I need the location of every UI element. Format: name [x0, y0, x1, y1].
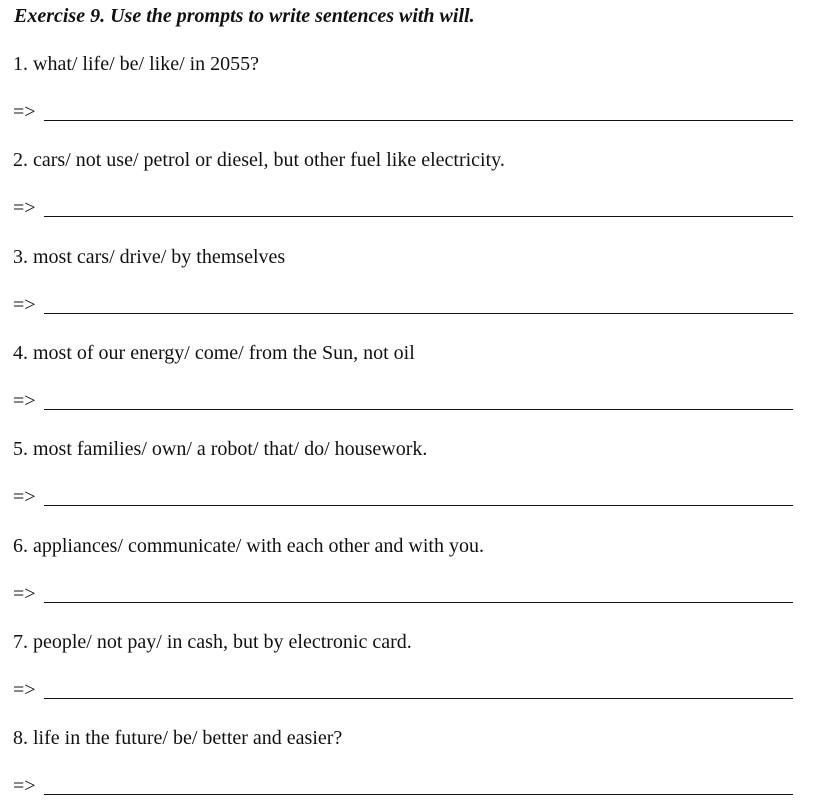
- exercise-item-2: [13, 147, 813, 219]
- answer-line-5[interactable]: [44, 505, 793, 506]
- prompt-7: 7. people/ not pay/ in cash, but by electronic card.: [13, 631, 412, 653]
- answer-row-3: [13, 292, 813, 318]
- answer-line-7[interactable]: [44, 698, 793, 699]
- prompt-4: 4. most of our energy/ come/ from the Sun, not oil: [13, 342, 415, 364]
- answer-arrow-6: =>: [13, 583, 36, 605]
- answer-row-6: [13, 581, 813, 607]
- answer-arrow-5: =>: [13, 486, 36, 508]
- prompt-5: 5. most families/ own/ a robot/ that/ do/ housework.: [13, 438, 428, 460]
- answer-line-2[interactable]: [44, 216, 793, 217]
- answer-row-8: [13, 773, 813, 799]
- answer-arrow-8: =>: [13, 775, 36, 797]
- answer-arrow-4: =>: [13, 390, 36, 412]
- exercise-item-3: [13, 244, 813, 316]
- prompt-8: 8. life in the future/ be/ better and easier?: [13, 727, 343, 749]
- answer-row-2: [13, 195, 813, 221]
- exercise-item-6: [13, 533, 813, 605]
- answer-line-8[interactable]: [44, 794, 793, 795]
- exercise-title: Exercise 9. Use the prompts to write sentences with will.: [14, 5, 475, 27]
- answer-row-7: [13, 677, 813, 703]
- answer-line-4[interactable]: [44, 409, 793, 410]
- answer-arrow-1: =>: [13, 101, 36, 123]
- answer-arrow-2: =>: [13, 197, 36, 219]
- answer-line-1[interactable]: [44, 120, 793, 121]
- answer-arrow-3: =>: [13, 294, 36, 316]
- prompt-1: 1. what/ life/ be/ like/ in 2055?: [13, 53, 260, 75]
- answer-row-5: [13, 484, 813, 510]
- answer-arrow-7: =>: [13, 679, 36, 701]
- exercise-item-1: [13, 51, 813, 123]
- answer-row-4: [13, 388, 813, 414]
- answer-line-6[interactable]: [44, 602, 793, 603]
- exercise-item-4: [13, 340, 813, 412]
- prompt-2: 2. cars/ not use/ petrol or diesel, but other fuel like electricity.: [13, 149, 505, 171]
- prompt-3: 3. most cars/ drive/ by themselves: [13, 246, 286, 268]
- exercise-item-8: [13, 725, 813, 797]
- prompt-6: 6. appliances/ communicate/ with each other and with you.: [13, 535, 484, 557]
- answer-line-3[interactable]: [44, 313, 793, 314]
- answer-row-1: [13, 99, 813, 125]
- exercise-item-5: [13, 436, 813, 508]
- exercise-item-7: [13, 629, 813, 701]
